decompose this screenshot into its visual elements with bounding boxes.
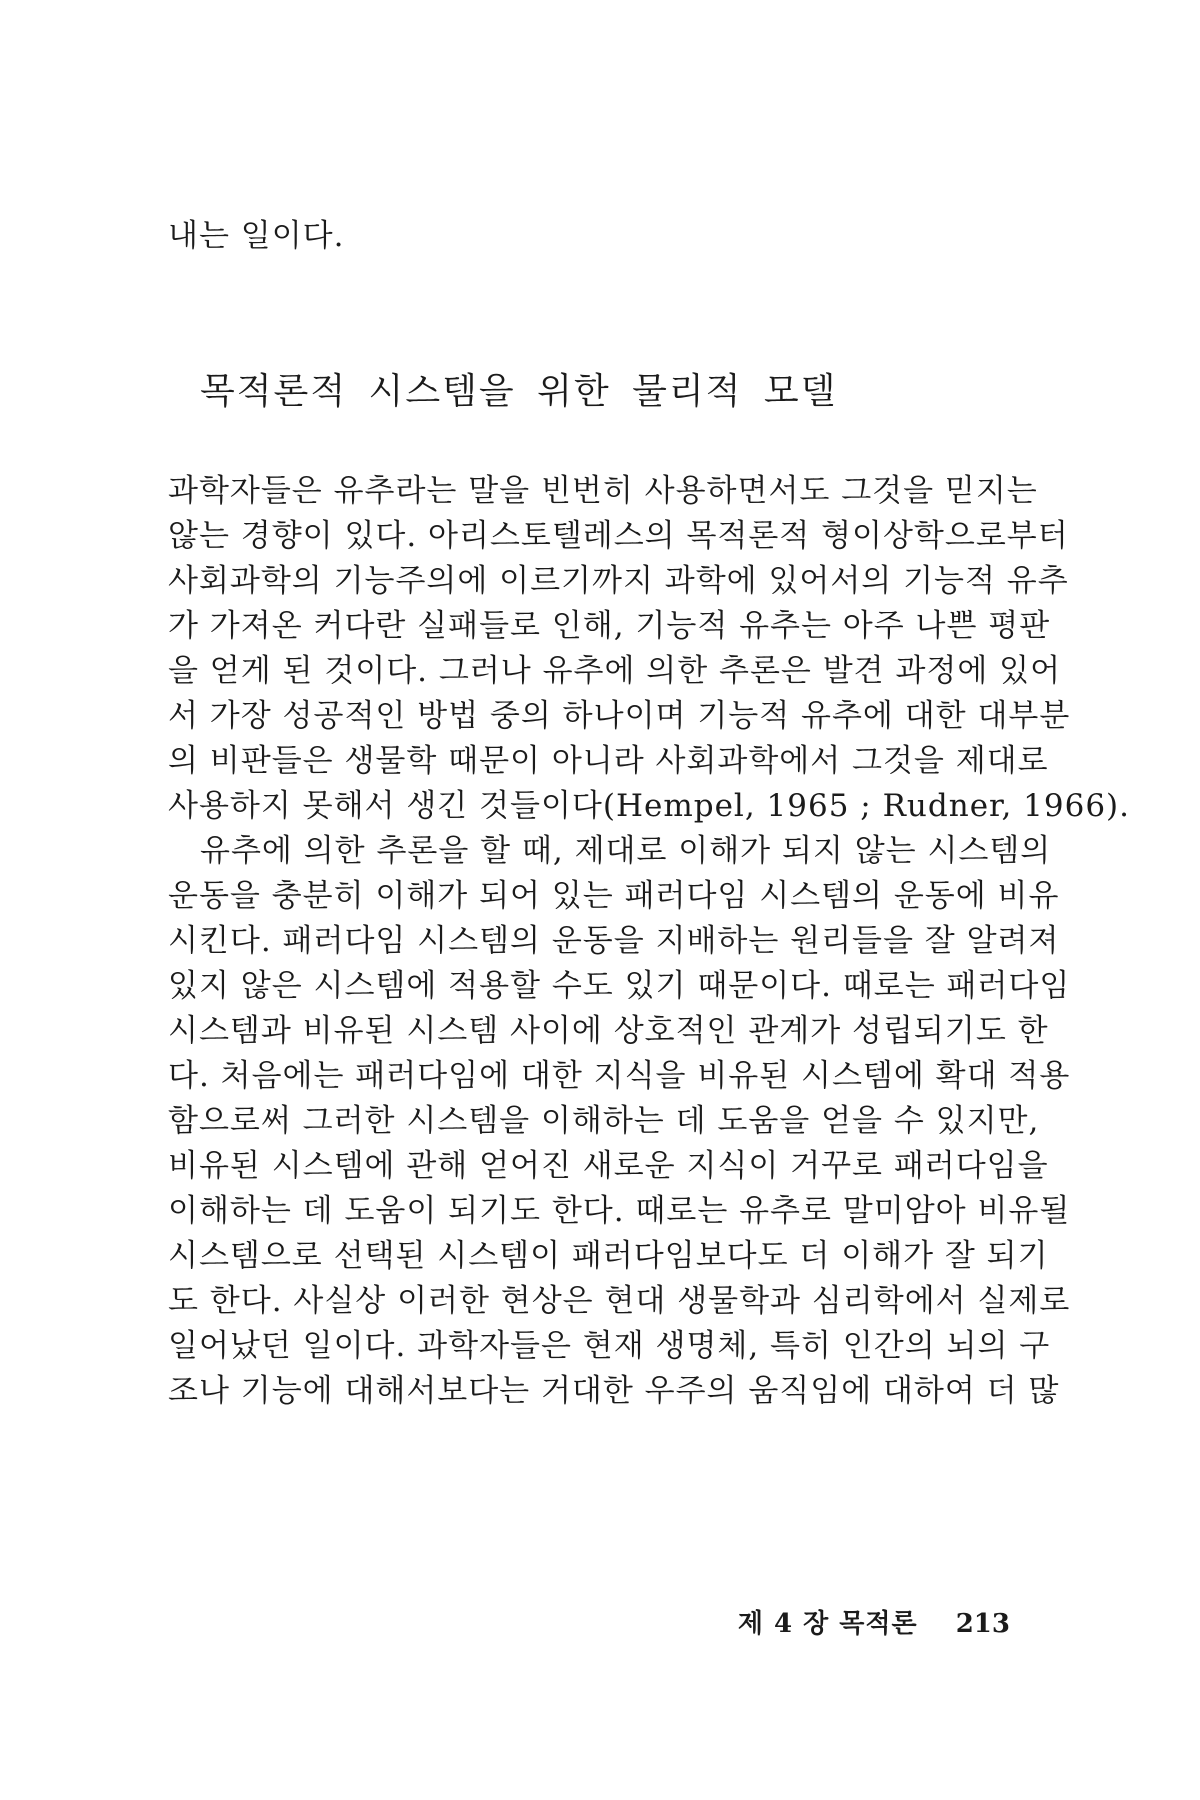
paragraph-line: 있지 않은 시스템에 적용할 수도 있기 때문이다. 때로는 패러다임 bbox=[168, 968, 1071, 1004]
paragraph-line: 가 가져온 커다란 실패들로 인해, 기능적 유추는 아주 나쁜 평판 bbox=[168, 608, 1051, 644]
section-heading: 목적론적 시스템을 위한 물리적 모델 bbox=[200, 371, 838, 412]
paragraph-line: 시킨다. 패러다임 시스템의 운동을 지배하는 원리들을 잘 알려져 bbox=[168, 923, 1060, 959]
paragraph-1 bbox=[168, 469, 1131, 829]
chapter-title: 제 4 장 목적론 bbox=[737, 1609, 918, 1639]
paragraph-line: 비유된 시스템에 관해 얻어진 새로운 지식이 거꾸로 패러다임을 bbox=[168, 1148, 1049, 1184]
paragraph-line: 일어났던 일이다. 과학자들은 현재 생명체, 특히 인간의 뇌의 구 bbox=[168, 1328, 1051, 1364]
carry-over-line: 내는 일이다. bbox=[168, 218, 345, 254]
paragraph-line: 시스템으로 선택된 시스템이 패러다임보다도 더 이해가 잘 되기 bbox=[168, 1238, 1049, 1274]
paragraph-line: 의 비판들은 생물학 때문이 아니라 사회과학에서 그것을 제대로 bbox=[168, 743, 1049, 779]
paragraph-line: 도 한다. 사실상 이러한 현상은 현대 생물학과 심리학에서 실제로 bbox=[168, 1283, 1071, 1319]
paragraph-line: 사회과학의 기능주의에 이르기까지 과학에 있어서의 기능적 유추 bbox=[168, 563, 1069, 599]
paragraph-line: 서 가장 성공적인 방법 중의 하나이며 기능적 유추에 대한 대부분 bbox=[168, 698, 1071, 734]
paragraph-line: 유추에 의한 추론을 할 때, 제대로 이해가 되지 않는 시스템의 bbox=[200, 833, 1052, 869]
paragraph-line: 운동을 충분히 이해가 되어 있는 패러다임 시스템의 운동에 비유 bbox=[168, 878, 1060, 914]
paragraph-2 bbox=[168, 829, 1071, 1414]
page-footer bbox=[738, 1606, 1010, 1642]
paragraph-line: 않는 경향이 있다. 아리스토텔레스의 목적론적 형이상학으로부터 bbox=[168, 518, 1069, 554]
paragraph-line: 을 얻게 된 것이다. 그러나 유추에 의한 추론은 발견 과정에 있어 bbox=[168, 653, 1062, 689]
page-number: 213 bbox=[955, 1609, 1010, 1639]
paragraph-line: 다. 처음에는 패러다임에 대한 지식을 비유된 시스템에 확대 적용 bbox=[168, 1058, 1071, 1094]
paragraph-line: 시스템과 비유된 시스템 사이에 상호적인 관계가 성립되기도 한 bbox=[168, 1013, 1049, 1049]
paragraph-line: 과학자들은 유추라는 말을 빈번히 사용하면서도 그것을 믿지는 bbox=[168, 473, 1038, 509]
paragraph-line: 이해하는 데 도움이 되기도 한다. 때로는 유추로 말미암아 비유될 bbox=[168, 1193, 1071, 1229]
paragraph-line: 조나 기능에 대해서보다는 거대한 우주의 움직임에 대하여 더 많 bbox=[168, 1373, 1060, 1409]
paragraph-line: 함으로써 그러한 시스템을 이해하는 데 도움을 얻을 수 있지만, bbox=[168, 1103, 1040, 1139]
paragraph-line: 사용하지 못해서 생긴 것들이다(Hempel, 1965 ; Rudner, 1966). bbox=[168, 788, 1131, 824]
